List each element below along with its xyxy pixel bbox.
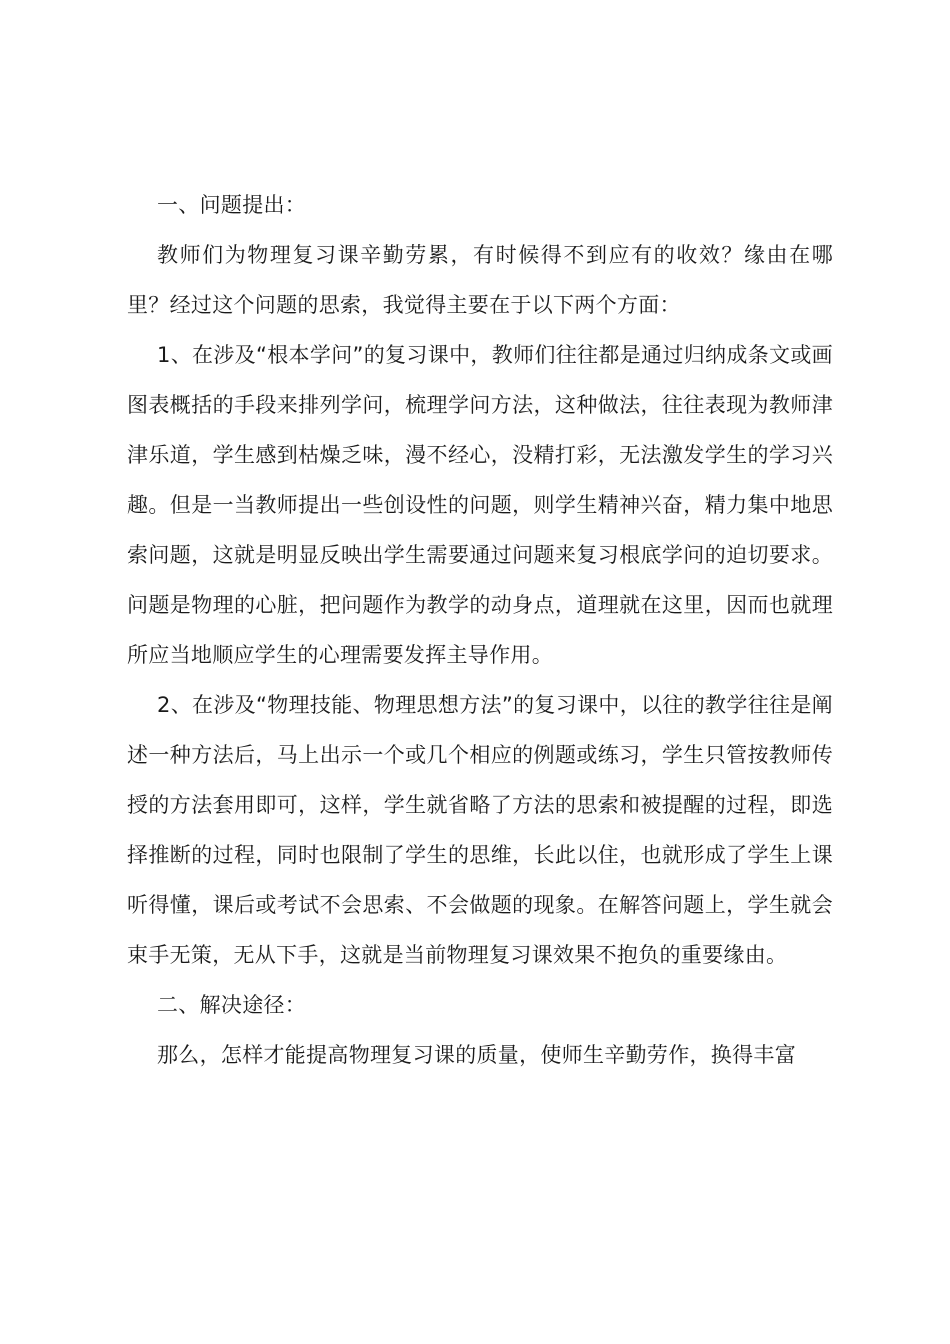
paragraph-point-2: 2、在涉及“物理技能、物理思想方法”的复习课中，以往的教学往往是阐述一种方法后，马上出示一个或几个相应的例题或练习，学生只管按教师传授的方法套用即可，这样，学生就省略了方法的思索和被提醒的过程，即选择推断的过程，同时也限制了学生的思维，长此以住，也就形成了学生上课听得懂，课后或考试不会思索、不会做题的现象。在解答问题上，学生就会束手无策，无从下手，这就是当前物理复习课效果不抱负的重要缘由。 <box>127 693 833 967</box>
document-page <box>127 180 833 1080</box>
paragraph-solution-intro: 那么，怎样才能提高物理复习课的质量，使师生辛勤劳作，换得丰富 <box>157 1043 796 1067</box>
paragraph-intro: 教师们为物理复习课辛勤劳累，有时候得不到应有的收效？缘由在哪里？经过这个问题的思索，我觉得主要在于以下两个方面： <box>127 243 833 317</box>
section-heading-problem: 一、问题提出： <box>157 193 307 217</box>
paragraph-point-1: 1、在涉及“根本学问”的复习课中，教师们往往都是通过归纳成条文或画图表概括的手段来排列学问，梳理学问方法，这种做法，往往表现为教师津津乐道，学生感到枯燥乏味，漫不经心，没精打彩，无法激发学生的学习兴趣。但是一当教师提出一些创设性的问题，则学生精神兴奋，精力集中地思索问题，这就是明显反映出学生需要通过问题来复习根底学问的迫切要求。问题是物理的心脏，把问题作为教学的动身点，道理就在这里，因而也就理所应当地顺应学生的心理需要发挥主导作用。 <box>127 343 833 667</box>
section-heading-solution: 二、解决途径： <box>157 993 307 1017</box>
